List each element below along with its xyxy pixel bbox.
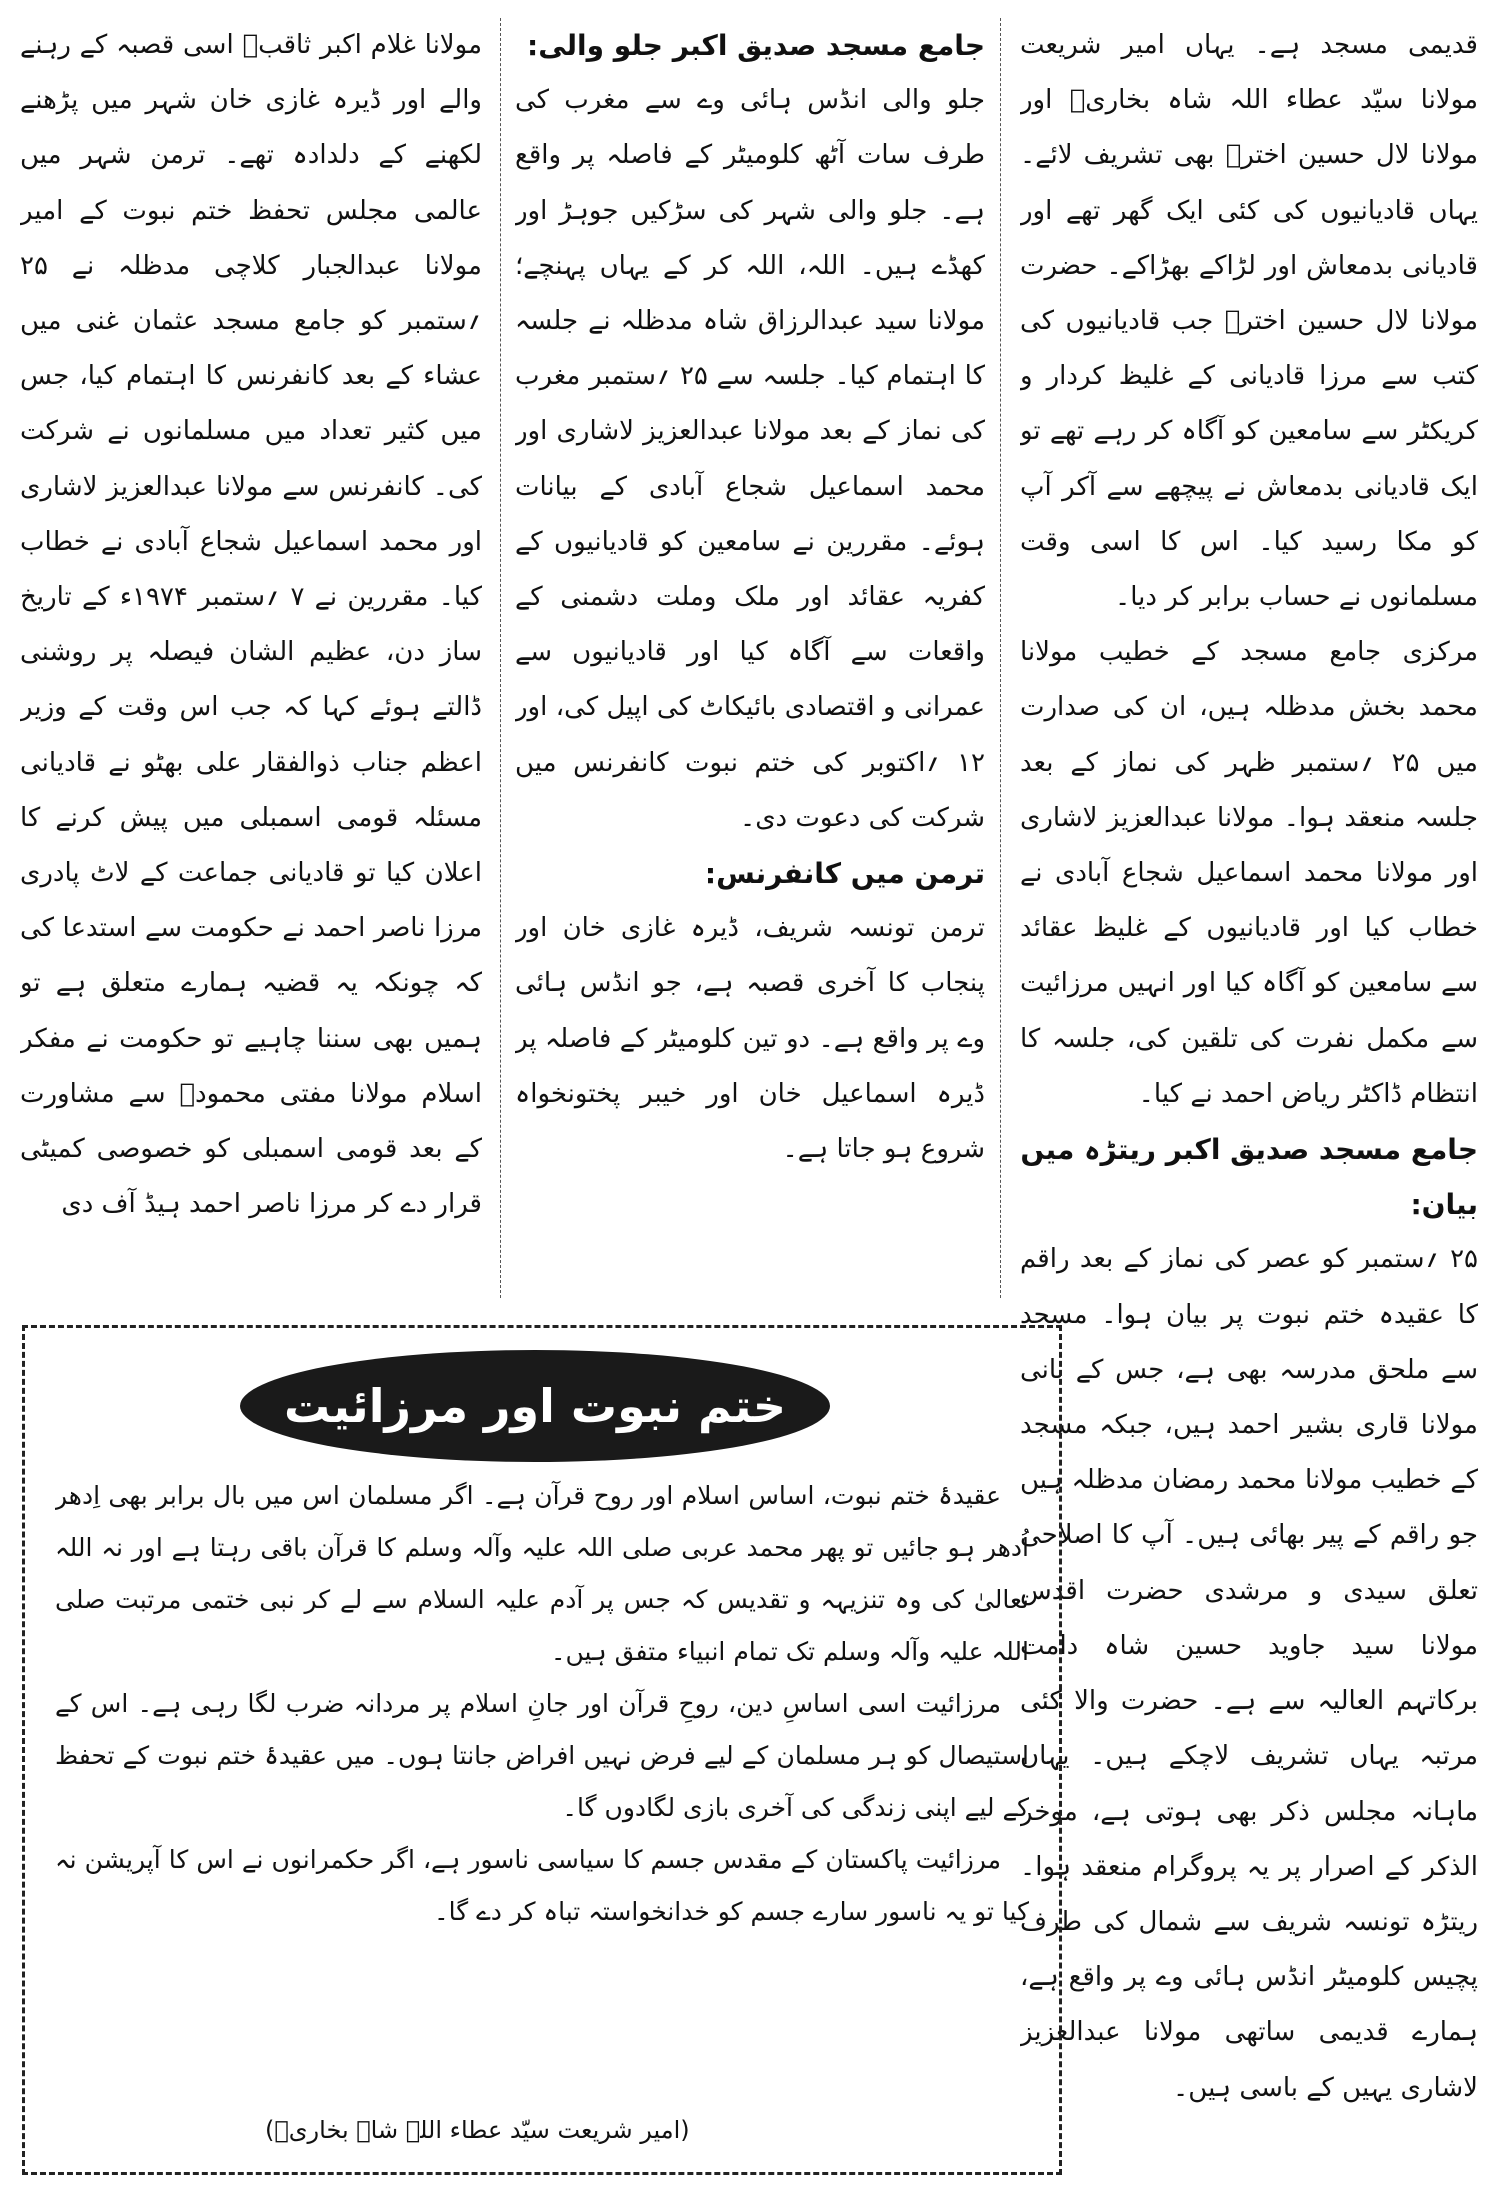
quote-paragraph-2: مرزائیت اسی اساسِ دین، روحِ قرآن اور جانِ اسلام پر مردانہ ضرب لگا رہی ہے۔ اس کے استیصال کو ہر مسلمان کے لیے فرض نہیں افراض جانتا ہوں۔ میں عقیدۂ ختم نبوت کے تحفظ کے لیے اپنی زندگی کی آخری بازی لگادوں گا۔ (55, 1689, 1029, 1822)
quote-paragraph-1: عقیدۂ ختم نبوت، اساس اسلام اور روح قرآن ہے۔ اگر مسلمان اس میں بال برابر بھی اِدھر اُدھر ہو جائیں تو پھر محمد عربی صلی اللہ علیہ وآلہ وسلم کا قرآن باقی رہتا ہے اور نہ اللہ تعالیٰ کی وہ تنزیہہ و تقدیس کہ جس پر آدم علیہ السلام سے لے کر نبی ختمی مرتبت صلی اللہ علیہ وآلہ وسلم تک تمام انبیاء متفق ہیں۔ (55, 1481, 1029, 1666)
article-column-middle (515, 18, 985, 1308)
column-right-paragraph-1: قدیمی مسجد ہے۔ یہاں امیر شریعت مولانا سیّد عطاء اللہ شاہ بخاریؒ اور مولانا لال حسین اخترؒ بھی تشریف لائے۔ یہاں قادیانیوں کی کئی ایک گھر تھے اور قادیانی بدمعاش اور لڑاکے بھڑاکے۔ حضرت مولانا لال حسین اخترؒ جب قادیانیوں کی کتب سے مرزا قادیانی کے غلیظ کردار و کریکٹر سے سامعین کو آگاہ کر رہے تھے تو ایک قادیانی بدمعاش نے پیچھے سے آکر آپ کو مکا رسید کیا۔ اس کا اسی وقت مسلمانوں نے حساب برابر کر دیا۔ (1020, 30, 1478, 613)
column-right-paragraph-2: مرکزی جامع مسجد کے خطیب مولانا محمد بخش مدظلہ ہیں، ان کی صدارت میں ۲۵ ؍ستمبر ظہر کی نماز کے بعد جلسہ منعقد ہوا۔ مولانا عبدالعزیز لاشاری اور مولانا محمد اسماعیل شجاع آبادی نے خطاب کیا اور قادیانیوں کے غلیظ عقائد سے سامعین کو آگاہ کیا اور انہیں مرزائیت سے مکمل نفرت کی تلقین کی، جلسہ کا انتظام ڈاکٹر ریاض احمد نے کیا۔ (1020, 637, 1478, 1109)
quote-paragraph-3: مرزائیت پاکستان کے مقدس جسم کا سیاسی ناسور ہے، اگر حکمرانوں نے اس کا آپریشن نہ کیا تو یہ ناسور سارے جسم کو خدانخواستہ تباہ کر دے گا۔ (55, 1845, 1029, 1926)
section-heading-reetra: جامع مسجد صدیق اکبر ریتڑہ میں بیان: (1020, 1133, 1478, 1222)
quote-box-title: ختم نبوت اور مرزائیت (240, 1350, 830, 1462)
column-right-paragraph-3: ۲۵ ؍ستمبر کو عصر کی نماز کے بعد راقم کا عقیدہ ختم نبوت پر بیان ہوا۔ مسجد سے ملحق مدرسہ بھی ہے، جس کے بانی مولانا قاری بشیر احمد ہیں، جبکہ مسجد کے خطیب مولانا محمد رمضان مدظلہ ہیں جو راقم کے پیر بھائی ہیں۔ آپ کا اصلاحی تعلق سیدی و مرشدی حضرت اقدس مولانا سید جاوید حسین شاہ دامت برکاتہم العالیہ سے ہے۔ حضرت والا کئی مرتبہ یہاں تشریف لاچکے ہیں۔ یہاں ماہانہ مجلس ذکر بھی ہوتی ہے، موخر الذکر کے اصرار پر یہ پروگرام منعقد ہوا۔ ریتڑہ تونسہ شریف سے شمال کی طرف پچیس کلومیٹر انڈس ہائی وے پر واقع ہے، ہمارے قدیمی ساتھی مولانا عبدالعزیز لاشاری یہیں کے باسی ہیں۔ (1020, 1244, 1478, 2103)
quote-box-body (55, 1470, 1029, 2060)
quote-box (22, 1325, 1062, 2175)
column-divider (1000, 18, 1001, 1298)
article-column-left (20, 18, 482, 1308)
section-heading-jaluwali: جامع مسجد صدیق اکبر جلو والی: (527, 29, 985, 62)
article-column-right (1020, 18, 1478, 2188)
quote-attribution: (امیر شریعت سیّد عطاء اللہ شاہ بخاریؒ) (265, 2116, 690, 2144)
column-middle-paragraph-2: ترمن تونسہ شریف، ڈیرہ غازی خان اور پنجاب کا آخری قصبہ ہے، جو انڈس ہائی وے پر واقع ہے۔ دو تین کلومیٹر کے فاصلہ پر ڈیرہ اسماعیل خان اور خیبر پختونخواہ شروع ہو جاتا ہے۔ (515, 913, 985, 1165)
column-middle-paragraph-1: جلو والی انڈس ہائی وے سے مغرب کی طرف سات آٹھ کلومیٹر کے فاصلہ پر واقع ہے۔ جلو والی شہر کی سڑکیں جوہڑ اور کھڈے ہیں۔ اللہ، اللہ کر کے یہاں پہنچے؛ مولانا سید عبدالرزاق شاہ مدظلہ نے جلسہ کا اہتمام کیا۔ جلسہ سے ۲۵ ؍ستمبر مغرب کی نماز کے بعد مولانا عبدالعزیز لاشاری اور محمد اسماعیل شجاع آبادی کے بیانات ہوئے۔ مقررین نے سامعین کو قادیانیوں کے کفریہ عقائد اور ملک وملت دشمنی کے واقعات سے آگاہ کیا اور قادیانیوں سے عمرانی و اقتصادی بائیکاٹ کی اپیل کی، اور ۱۲ ؍اکتوبر کی ختم نبوت کانفرنس میں شرکت کی دعوت دی۔ (515, 85, 985, 833)
column-divider (500, 18, 501, 1298)
column-left-paragraph-1: مولانا غلام اکبر ثاقبؒ اسی قصبہ کے رہنے والے اور ڈیرہ غازی خان شہر میں پڑھنے لکھنے کے دلدادہ تھے۔ ترمن شہر میں عالمی مجلس تحفظ ختم نبوت کے امیر مولانا عبدالجبار کلاچی مدظلہ نے ۲۵ ؍ستمبر کو جامع مسجد عثمان غنی میں عشاء کے بعد کانفرنس کا اہتمام کیا، جس میں کثیر تعداد میں مسلمانوں نے شرکت کی۔ کانفرنس سے مولانا عبدالعزیز لاشاری اور محمد اسماعیل شجاع آبادی نے خطاب کیا۔ مقررین نے ۷ ؍ستمبر ۱۹۷۴ء کے تاریخ ساز دن، عظیم الشان فیصلہ پر روشنی ڈالتے ہوئے کہا کہ جب اس وقت کے وزیر اعظم جناب ذوالفقار علی بھٹو نے قادیانی مسئلہ قومی اسمبلی میں پیش کرنے کا اعلان کیا تو قادیانی جماعت کے لاٹ پادری مرزا ناصر احمد نے حکومت سے استدعا کی کہ چونکہ یہ قضیہ ہمارے متعلق ہے تو ہمیں بھی سننا چاہیے تو حکومت نے مفکر اسلام مولانا مفتی محمودؒ سے مشاورت کے بعد قومی اسمبلی کو خصوصی کمیٹی قرار دے کر مرزا ناصر احمد ہیڈ آف دی (20, 30, 482, 1220)
section-heading-turman: ترمن میں کانفرنس: (704, 857, 985, 891)
